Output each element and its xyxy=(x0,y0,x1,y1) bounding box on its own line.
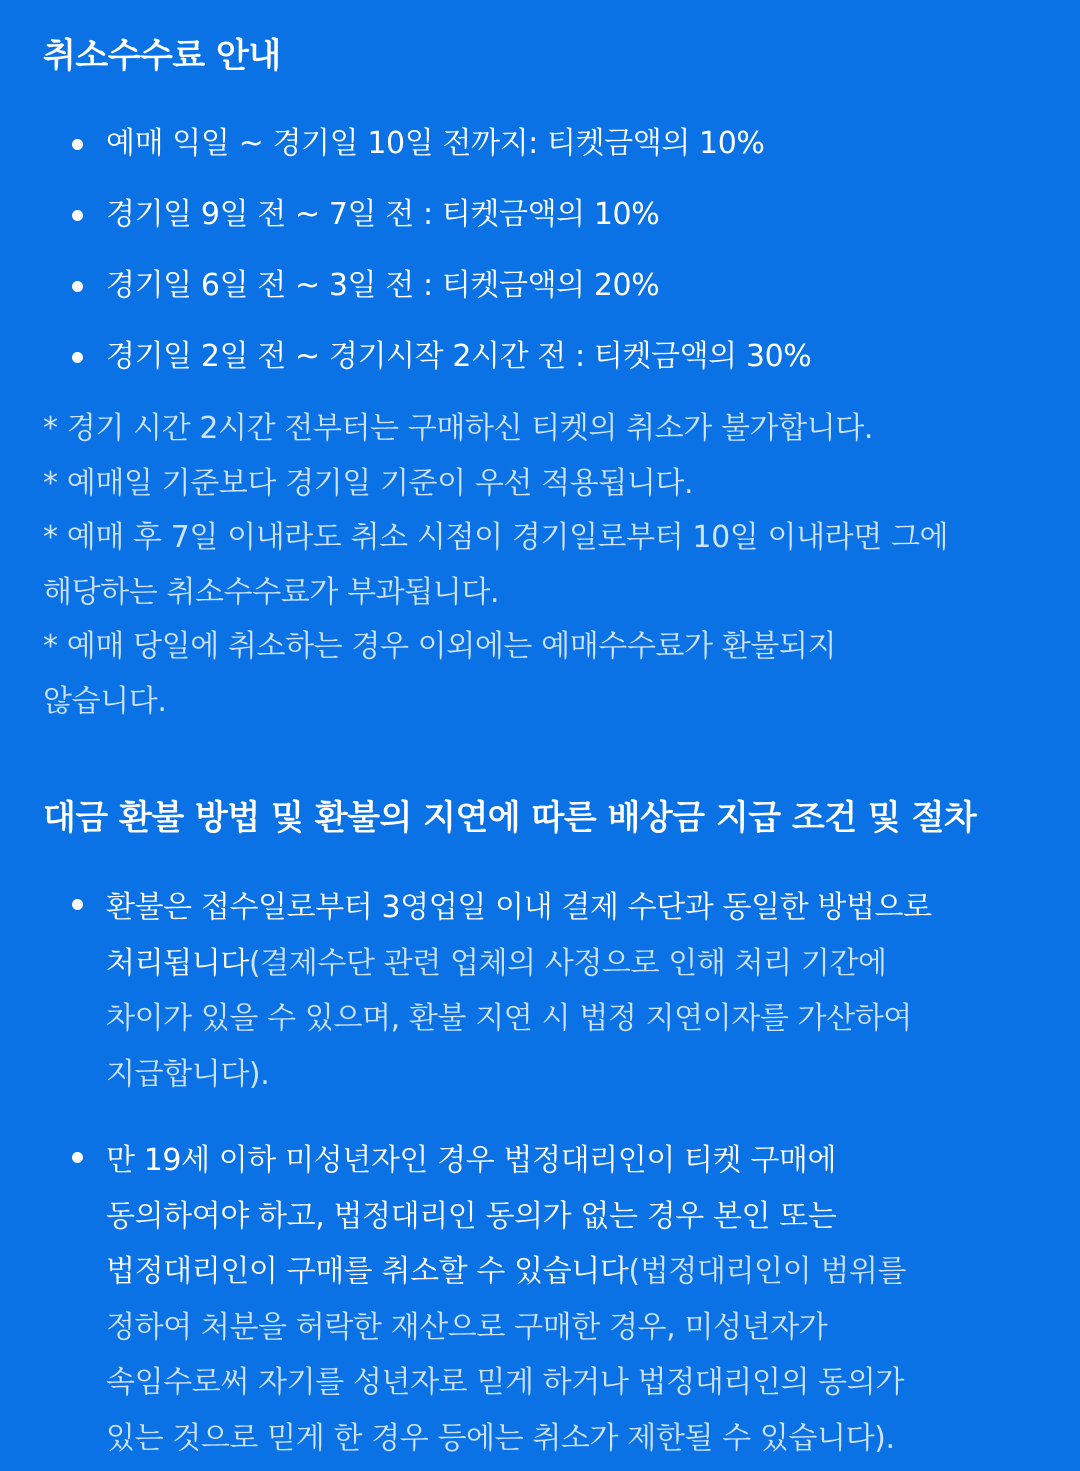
refund-text-line: 있는 것으로 믿게 한 경우 등에는 취소가 제한될 수 있습니다). xyxy=(106,1420,895,1456)
refund-list-item xyxy=(72,1133,932,1463)
bullet-icon xyxy=(72,210,83,221)
fee-item-text: 경기일 9일 전 ~ 7일 전 : 티켓금액의 10% xyxy=(106,197,660,232)
refund-item-body xyxy=(106,880,932,1102)
refund-text-detail: (법정대리인이 범위를 xyxy=(628,1254,907,1289)
refund-text-line: 지급합니다). xyxy=(106,1056,270,1092)
fee-item-text: 경기일 2일 전 ~ 경기시작 2시간 전 : 티켓금액의 30% xyxy=(106,339,812,374)
fee-item-text: 예매 익일 ~ 경기일 10일 전까지: 티켓금액의 10% xyxy=(106,126,765,161)
note-line: 해당하는 취소수수료가 부과됩니다. xyxy=(43,574,500,610)
refund-text-line xyxy=(106,936,932,992)
note-line: * 예매 당일에 취소하는 경우 이외에는 예매수수료가 환불되지 xyxy=(43,629,837,664)
fee-section-title: 취소수수료 안내 xyxy=(43,36,281,76)
note-line: * 예매일 기준보다 경기일 기준이 우선 적용됩니다. xyxy=(43,465,694,501)
bullet-icon xyxy=(72,139,83,150)
bullet-icon xyxy=(72,1152,83,1163)
refund-text-emphasis: 처리됩니다 xyxy=(106,945,249,981)
refund-text-line: 만 19세 이하 미성년자인 경우 법정대리인이 티켓 구매에 xyxy=(106,1143,837,1178)
note-line: * 경기 시간 2시간 전부터는 구매하신 티켓의 취소가 불가합니다. xyxy=(43,411,874,446)
bullet-icon xyxy=(72,352,83,363)
fee-notes xyxy=(43,402,1043,729)
fee-item-text: 경기일 6일 전 ~ 3일 전 : 티켓금액의 20% xyxy=(106,268,660,303)
refund-text-line: 환불은 접수일로부터 3영업일 이내 결제 수단과 동일한 방법으로 xyxy=(106,890,932,925)
refund-list xyxy=(72,880,932,1463)
bullet-icon xyxy=(72,899,83,910)
refund-text-emphasis: 법정대리인이 구매를 취소할 수 있습니다 xyxy=(106,1254,629,1289)
bullet-icon xyxy=(72,281,83,292)
refund-section-title: 대금 환불 방법 및 환불의 지연에 따른 배상금 지급 조건 및 절차 xyxy=(43,798,977,838)
note-line: 않습니다. xyxy=(43,683,167,719)
refund-item-body xyxy=(106,1133,932,1466)
refund-text-detail: (결제수단 관련 업체의 사정으로 인해 처리 기간에 xyxy=(248,945,887,981)
refund-text-line: 속임수로써 자기를 성년자로 믿게 하거나 법정대리인의 동의가 xyxy=(106,1365,904,1400)
refund-text-line: 정하여 처분을 허락한 재산으로 구매한 경우, 미성년자가 xyxy=(106,1309,828,1345)
refund-text-line: 차이가 있을 수 있으며, 환불 지연 시 법정 지연이자를 가산하여 xyxy=(106,1001,912,1036)
refund-text-line xyxy=(106,1244,932,1300)
note-line: * 예매 후 7일 이내라도 취소 시점이 경기일로부터 10일 이내라면 그에 xyxy=(43,520,949,555)
refund-list-item xyxy=(72,880,932,1133)
refund-text-line: 동의하여야 하고, 법정대리인 동의가 없는 경우 본인 또는 xyxy=(106,1198,837,1234)
